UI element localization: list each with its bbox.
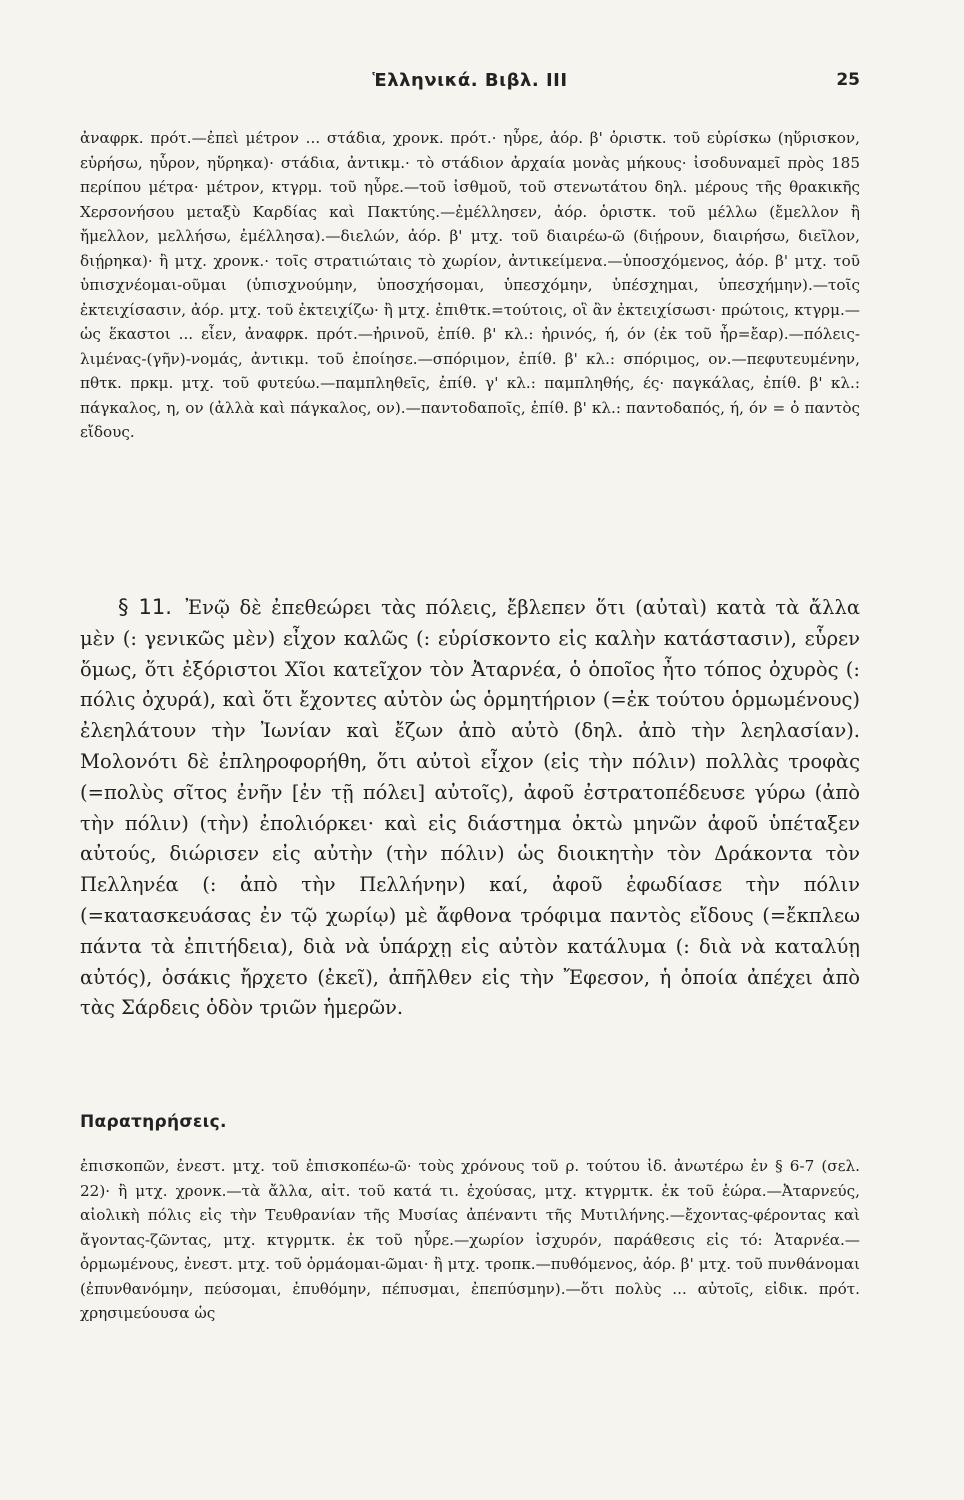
observations-heading: Παρατηρήσεις. — [80, 1112, 227, 1132]
observations-text: ἐπισκοπῶν, ἐνεστ. μτχ. τοῦ ἐπισκοπέω-ῶ· τοὺς χρόνους τοῦ ρ. τούτου ἰδ. ἀνωτέρω ἐν § 6-7 (σελ. 22)· ἢ μτχ. χρονκ.—τὰ ἄλλα, αἰτ. τοῦ κατά τι. ἐχούσας, μτχ. κτγρμτκ. ἐκ τοῦ ἑώρα.—Ἀταρνεύς, αἰολικὴ πόλις εἰς τὴν Τευθρανίαν τῆς Μυσίας ἀπέναντι τῆς Μυτιλήνης.—ἔχοντας-φέροντας καὶ ἄγοντας-ζῶντας, μτχ. κτγρμτκ. ἐκ τοῦ ηὗρε.—χωρίον ἰσχυρόν, παράθεσις εἰς τό: Ἀταρνέα.—ὁρμωμένους, ἐνεστ. μτχ. τοῦ ὁρμάομαι-ῶμαι· ἢ μτχ. τροπκ.—πυθόμενος, ἀόρ. β' μτχ. τοῦ πυνθάνομαι (ἐπυνθανόμην, πεύσομαι, ἐπυθόμην, πέπυσμαι, ἐπεπύσμην).—ὅτι πολὺς ... αὐτοῖς, εἰδικ. πρότ. χρησιμεύουσα ὡς — [80, 1157, 860, 1322]
page-number: 25 — [836, 70, 860, 90]
translation-paragraph — [80, 592, 860, 1024]
commentary-notes: ἀναφρκ. πρότ.—ἐπεὶ μέτρον ... στάδια, χρονκ. πρότ.· ηὗρε, ἀόρ. β' ὁριστκ. τοῦ εὑρίσκω (ηὕρισκον, εὑρήσω, ηὗρον, ηὕρηκα)· στάδια, ἀντικμ.· τὸ στάδιον ἀρχαία μονὰς μήκους· ἰσοδυναμεῖ πρὸς 185 περίπου μέτρα· μέτρον, κτγρμ. τοῦ ηὗρε.—τοῦ ἰσθμοῦ, τοῦ στενωτάτου δηλ. μέρους τῆς θρακικῆς Χερσονήσου μεταξὺ Καρδίας καὶ Πακτύης.—ἐμέλλησεν, ἀόρ. ὁριστκ. τοῦ μέλλω (ἔμελλον ἢ ἤμελλον, μελλήσω, ἐμέλλησα).—διελών, ἀόρ. β' μτχ. τοῦ διαιρέω-ῶ (διῄρουν, διαιρήσω, διεῖλον, διῄρηκα)· ἢ μτχ. χρονκ.· τοῖς στρατιώταις τὸ χωρίον, ἀντικείμενα.—ὑποσχόμενος, ἀόρ. β' μτχ. τοῦ ὑπισχνέομαι-οῦμαι (ὑπισχνούμην, ὑποσχήσομαι, ὑπεσχόμην, ὑπέσχημαι, ὑπεσχήμην).—τοῖς ἐκτειχίσασιν, ἀόρ. μτχ. τοῦ ἐκτειχίζω· ἢ μτχ. ἐπιθτκ.=τούτοις, οἳ ἂν ἐκτειχίσωσι· πρώτοις, κτγρμ.—ὡς ἕκαστοι ... εἶεν, ἀναφρκ. πρότ.—ἠρινοῦ, ἐπίθ. β' κλ.: ἠρινός, ή, όν (ἐκ τοῦ ἦρ=ἔαρ).—πόλεις-λιμένας-(γῆν)-νομάς, ἀντικμ. τοῦ ἐποίησε.—σπόριμον, ἐπίθ. β' κλ.: σπόριμος, ον.—πεφυτευμένην, πθτκ. πρκμ. μτχ. τοῦ φυτεύω.—παμπληθεῖς, ἐπίθ. γ' κλ.: παμπληθής, ές· παγκάλας, ἐπίθ. β' κλ.: πάγκαλος, η, ον (ἀλλὰ καὶ πάγκαλος, ον).—παντοδαποῖς, ἐπίθ. β' κλ.: παντοδαπός, ή, όν = ὁ παντὸς εἴδους. — [80, 129, 860, 441]
page-header — [80, 70, 860, 94]
translation-text: Ἐνῷ δὲ ἐπεθεώρει τὰς πόλεις, ἔβλεπεν ὅτι (αὐταὶ) κατὰ τὰ ἄλλα μὲν (: γενικῶς μὲν) εἶχον καλῶς (: εὑρίσκοντο εἰς καλὴν κατάστασιν), εὗρεν ὅμως, ὅτι ἐξόριστοι Χῖοι κατεῖχον τὸν Ἀταρνέα, ὁ ὁποῖος ἦτο τόπος ὀχυρὸς (: πόλις ὀχυρά), καὶ ὅτι ἔχοντες αὐτὸν ὡς ὁρμητήριον (=ἐκ τούτου ὁρμωμένους) ἐλεηλάτουν τὴν Ἰωνίαν καὶ ἔζων ἀπὸ αὐτὸ (δηλ. ἀπὸ τὴν λεηλασίαν). Μολονότι δὲ ἐπληροφορήθη, ὅτι αὐτοὶ εἶχον (εἰς τὴν πόλιν) πολλὰς τροφὰς (=πολὺς σῖτος ἐνῆν [ἐν τῇ πόλει] αὐτοῖς), ἀφοῦ ἐστρατοπέδευσε γύρω (ἀπὸ τὴν πόλιν) (τὴν) ἐπολιόρκει· καὶ εἰς διάστημα ὀκτὼ μηνῶν ἀφοῦ ὑπέταξεν αὐτούς, διώρισεν εἰς αὐτὴν (τὴν πόλιν) ὡς διοικητὴν τὸν Δράκοντα τὸν Πελληνέα (: ἀπὸ τὴν Πελλήνην) καί, ἀφοῦ ἐφωδίασε τὴν πόλιν (=κατασκευάσας ἐν τῷ χωρίῳ) μὲ ἄφθονα τρόφιμα παντὸς εἴδους (=ἔκπλεω πάντα τὰ ἐπιτήδεια), διὰ νὰ ὑπάρχῃ εἰς αὐτὸν κατάλυμα (: διὰ νὰ καταλύῃ αὐτός), ὁσάκις ἤρχετο (ἐκεῖ), ἀπῆλθεν εἰς τὴν Ἔφεσον, ἡ ὁποία ἀπέχει ἀπὸ τὰς Σάρδεις ὁδὸν τριῶν ἡμερῶν. — [80, 596, 860, 1020]
section-number: § 11. — [118, 595, 172, 619]
running-title: Ἑλληνικά. Βιβλ. III — [372, 70, 568, 91]
